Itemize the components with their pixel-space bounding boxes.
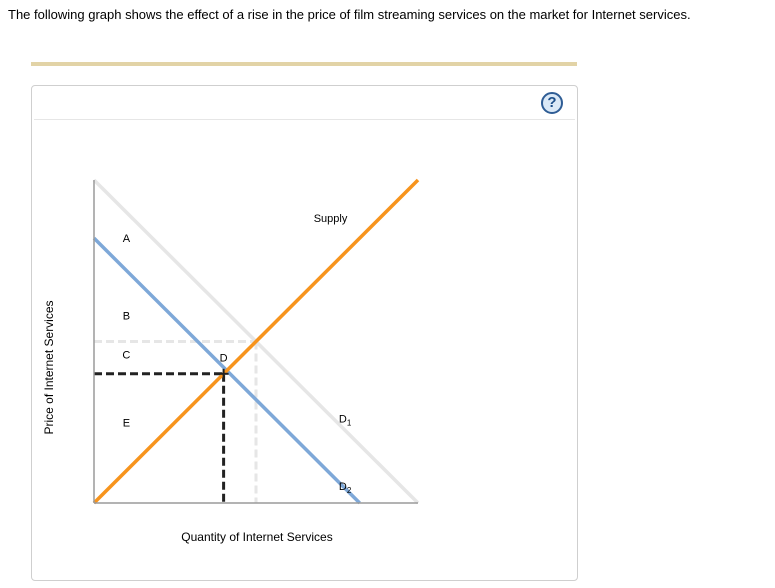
point-label-e: E bbox=[122, 417, 131, 430]
y-axis-title: Price of Internet Services bbox=[42, 300, 56, 435]
curve-label-supply: Supply bbox=[313, 212, 348, 225]
labels bbox=[122, 213, 351, 495]
question-prompt: The following graph shows the effect of a rise in the price of film streaming services on the market for Internet services. bbox=[8, 7, 691, 22]
curve-label-d2: $D_2$ bbox=[338, 481, 352, 496]
curve-label-d1: $D_1$ bbox=[338, 413, 352, 428]
point-label-d: D bbox=[219, 352, 228, 365]
point-label-c: C bbox=[122, 349, 131, 362]
point-label-a: A bbox=[122, 233, 131, 246]
point-label-b: B bbox=[122, 310, 131, 323]
x-axis-title: Quantity of Internet Services bbox=[181, 530, 333, 544]
help-icon[interactable]: ? bbox=[541, 92, 563, 114]
